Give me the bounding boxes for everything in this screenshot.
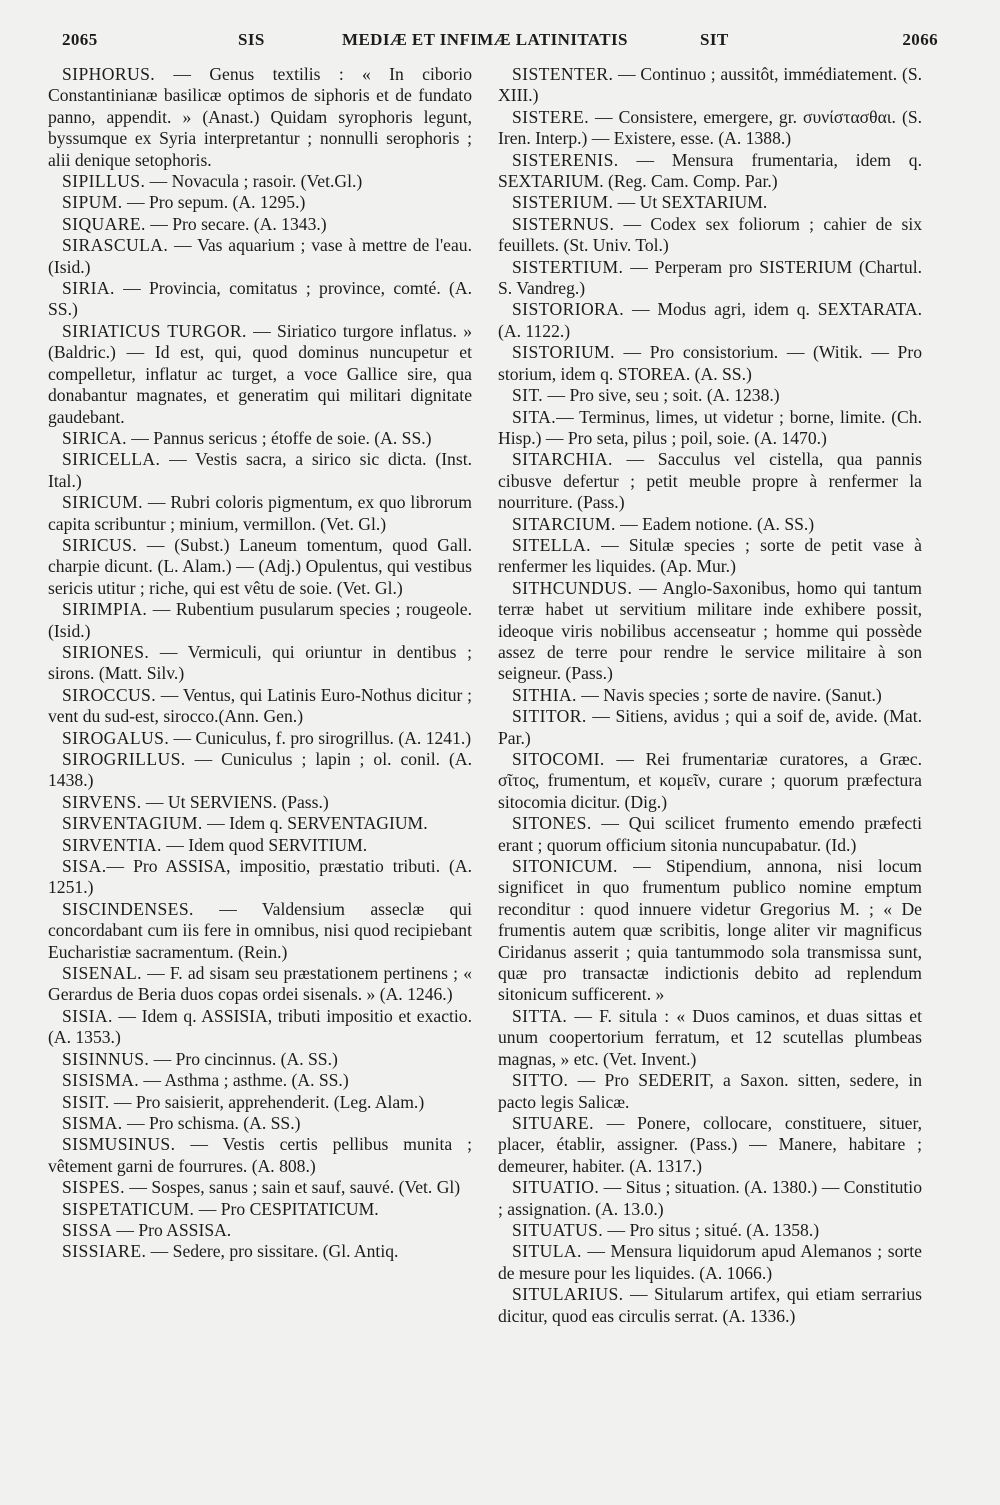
entry-headword: SIRICELLA. (62, 449, 161, 470)
entry-definition: — Modus agri, idem q. SEXTARATA. (A. 1122.) (498, 299, 922, 341)
dictionary-entry (498, 257, 922, 300)
dictionary-entry (498, 449, 922, 513)
dictionary-entry (498, 1006, 922, 1070)
entry-headword: SISISMA. (62, 1070, 140, 1091)
dictionary-entry (48, 749, 472, 792)
entry-headword: SISIA. (62, 1005, 113, 1026)
dictionary-entry (48, 321, 472, 428)
dictionary-entry (48, 214, 472, 235)
entry-definition: — Novacula ; rasoir. (Vet.Gl.) (145, 171, 363, 192)
entry-definition: — Provincia, comitatus ; province, comté. (A. SS.) (48, 278, 472, 320)
entry-headword: SITUATUS. (512, 1219, 604, 1240)
entry-definition: — Vestis sacra, a sirico sic dicta. (Inst. Ital.) (48, 449, 472, 491)
entry-headword: SITOCOMI. (512, 749, 605, 769)
entry-headword: SITONES. (512, 813, 592, 834)
entry-headword: SIRIATICUS TURGOR. (62, 320, 247, 341)
entry-definition: — Idem q. SERVENTAGIUM. (202, 813, 428, 834)
dictionary-entry (48, 449, 472, 492)
entry-headword: SISINNUS. (62, 1048, 150, 1069)
entry-definition: — Sitiens, avidus ; qui a soif de, avide. (Mat. Par.) (498, 706, 922, 748)
entry-headword: SISTORIORA. (512, 299, 625, 320)
dictionary-entry (498, 535, 922, 578)
entry-headword: SISPES. (62, 1177, 125, 1198)
dictionary-entry (48, 813, 472, 834)
dictionary-entry (498, 342, 922, 385)
dictionary-entry (498, 1113, 922, 1177)
entry-headword: SITUARE. (512, 1112, 594, 1133)
entry-definition: — Siriatico turgore inflatus. » (Baldric.) — Id est, qui, quod dominus nuncupetur et compelletur, inflatur ac turget, a voce Gallice sire, qua donabantur magnates, et generatim qui militari dignitate gaudebant. (48, 320, 473, 427)
entry-definition: — Perperam pro SISTERIUM (Chartul. S. Vandreg.) (498, 256, 922, 299)
dictionary-entry (48, 1070, 472, 1091)
entry-definition: — Anglo-Saxonibus, homo qui tantum terræ habet ut servitium militare inde exhibere possit, ideoque viris nobilibus accenseatur ; homme qui possède assez de terre pour rendre le service militaire à son seigneur. (Pass.) (498, 577, 922, 684)
dictionary-entry (498, 299, 922, 342)
entry-definition: — Pro saisierit, apprehenderit. (Leg. Alam.) (109, 1091, 425, 1112)
dictionary-entry (48, 963, 472, 1006)
entry-headword: SITULARIUS. (512, 1284, 624, 1305)
entry-definition: — Sitularum artifex, qui etiam serrarius dicitur, quod eas circulis serrat. (A. 1336.) (498, 1284, 922, 1326)
dictionary-entry (48, 1134, 472, 1177)
entry-headword: SITONICUM. (512, 856, 618, 877)
dictionary-entry (48, 192, 472, 213)
dictionary-entry (48, 1049, 472, 1070)
entry-headword: SIRICUM. (62, 492, 143, 513)
entry-headword: SITITOR. (512, 706, 587, 727)
entry-definition: — Rubri coloris pigmentum, ex quo librorum capita scribuntur ; minium, vermillon. (Vet. Gl.) (48, 492, 472, 534)
entry-definition: — Ventus, qui Latinis Euro-Nothus dicitur ; vent du sud-est, sirocco.(Ann. Gen.) (48, 684, 472, 727)
entry-definition: — Pro situs ; situé. (A. 1358.) (603, 1219, 820, 1240)
entry-headword: SIROCCUS. (62, 684, 157, 705)
dictionary-entry (48, 428, 472, 449)
dictionary-entry (498, 706, 922, 749)
running-head-left: SIS (238, 30, 265, 49)
entry-headword: SITARCHIA. (512, 449, 613, 470)
entry-definition: — Pro ASSISA, impositio, præstatio tributi. (A. 1251.) (48, 856, 472, 898)
page-number-right: 2066 (902, 30, 938, 49)
dictionary-entry (48, 278, 472, 321)
entry-definition: — Pro sepum. (A. 1295.) (122, 192, 306, 213)
entry-definition: — Pro schisma. (A. SS.) (122, 1112, 301, 1133)
dictionary-entry (48, 642, 472, 685)
entry-headword: SIPHORUS. (62, 64, 156, 84)
entry-headword: SISIT. (62, 1091, 110, 1112)
entry-headword: SIRVENS. (62, 791, 142, 812)
entry-definition: — Pro consistorium. — (Witik. — Pro storium, idem q. STOREA. (A. SS.) (498, 342, 922, 384)
entry-definition: — Navis species ; sorte de navire. (Sanut.) (576, 684, 882, 705)
entry-headword: SITULA. (512, 1241, 582, 1262)
entry-definition: — F. situla : « Duos caminos, et duas sittas et unum coopertorium ferratum, et 12 scutellas plumbeas magnas, » etc. (Vet. Invent.) (498, 1005, 922, 1069)
entry-headword: SIRIONES. (62, 641, 150, 662)
dictionary-entry (48, 899, 472, 963)
dictionary-entry (498, 385, 922, 406)
dictionary-entry (498, 407, 922, 450)
entry-definition: — Mensura frumentaria, idem q. SEXTARIUM. (Reg. Cam. Comp. Par.) (498, 149, 922, 192)
entry-definition: — Genus textilis : « In ciborio Constantinianæ basilicæ optimos de siphoris et de fundato panno, appendit. » (Anast.) Quidam syrophoris legunt, byssumque ex Syria interpretantur ; nonnulli serophoris ; alii denique setophoris. (48, 64, 472, 170)
entry-definition: — Cuniculus, f. pro sirogrillus. (A. 1241.) (169, 727, 472, 748)
entry-definition: — Vas aquarium ; vase à mettre de l'eau. (Isid.) (48, 235, 472, 277)
entry-headword: SISTERENIS. (512, 149, 619, 170)
entry-definition: — Pro secare. (A. 1343.) (145, 213, 327, 234)
entry-headword: SIRICUS. (62, 534, 138, 555)
entry-headword: SITHCUNDUS. (512, 577, 633, 598)
dictionary-entry (498, 1284, 922, 1327)
dictionary-entry (48, 792, 472, 813)
entry-definition: — Cuniculus ; lapin ; ol. conil. (A. 1438.) (48, 749, 472, 791)
entry-definition: — Vestis certis pellibus munita ; vêtement garni de fourrures. (A. 808.) (48, 1134, 472, 1176)
dictionary-entry (498, 856, 922, 1006)
entry-headword: SIRIA. (62, 278, 115, 299)
entry-headword: SITARCIUM. (512, 513, 616, 534)
entry-headword: SISSIARE. (62, 1241, 147, 1262)
entry-definition: — Pannus sericus ; étoffe de soie. (A. SS.) (126, 427, 432, 448)
dictionary-entry (498, 192, 922, 213)
entry-definition: — Mensura liquidorum apud Alemanos ; sorte de mesure pour les liquides. (A. 1066.) (498, 1241, 922, 1283)
entry-definition: — Sospes, sanus ; sain et sauf, sauvé. (Vet. Gl) (124, 1177, 461, 1198)
dictionary-entry (498, 578, 922, 685)
entry-definition: — Pro SEDERIT, a Saxon. sitten, sedere, in pacto legis Salicæ. (498, 1070, 922, 1112)
entry-definition: — Ponere, collocare, constituere, situer, placer, établir, assigner. (Pass.) — Manere, habitare ; demeurer, habiter. (A. 1317.) (498, 1112, 922, 1176)
dictionary-entry (48, 171, 472, 192)
entry-headword: SITELLA. (512, 534, 591, 555)
dictionary-entry (48, 235, 472, 278)
entry-definition: — F. ad sisam seu præstationem pertinens ; « Gerardus de Beria duos copas ordei sisenals. » (A. 1246.) (48, 963, 472, 1005)
entry-headword: SIT. (512, 385, 544, 406)
dictionary-entry (48, 64, 472, 171)
entry-definition: — Situs ; situation. (A. 1380.) — Constitutio ; assignation. (A. 13.0.) (498, 1177, 922, 1219)
entry-headword: SIRICA. (62, 427, 127, 448)
dictionary-entry (48, 728, 472, 749)
dictionary-entry (48, 1177, 472, 1198)
entry-definition: — Qui scilicet frumento emendo præfecti erant ; quorum officium sitonia nuncupabatur. (Id.) (498, 813, 922, 855)
entry-definition: — Sedere, pro sissitare. (Gl. Antiq. (146, 1241, 399, 1262)
dictionary-entry (498, 749, 922, 813)
dictionary-entry (48, 1241, 472, 1262)
dictionary-entry (48, 1006, 472, 1049)
dictionary-entry (498, 1241, 922, 1284)
entry-headword: SITTA. (512, 1005, 568, 1026)
entry-definition: — Stipendium, annona, nisi locum significet in quo frumentum publico nomine emptum reconditur : quod innuere videtur Gregorius M. ; « De frumentis autem quæ scribitis, longe aliter vir magnificus Ciridanus asserit ; quia tantummodo sola transmissa sunt, quæ pro transactæ indictionis debito ad replendum sitonicum sufficerent. » (498, 856, 922, 1005)
dictionary-entry (498, 214, 922, 257)
entry-headword: SIROGALUS. (62, 727, 170, 748)
entry-definition: — Continuo ; aussitôt, immédiatement. (S. XIII.) (498, 64, 922, 106)
entry-definition: — Rubentium pusularum species ; rougeole. (Isid.) (48, 599, 472, 641)
dictionary-entry (498, 1177, 922, 1220)
entry-definition: — Pro cincinnus. (A. SS.) (149, 1048, 338, 1069)
dictionary-entry (48, 1220, 472, 1241)
entry-definition: — Pro CESPITATICUM. (194, 1198, 379, 1219)
entry-headword: SISCINDENSES. (62, 898, 194, 919)
entry-headword: SISMUSINUS. (62, 1134, 176, 1155)
dictionary-entry (48, 1092, 472, 1113)
entry-definition: — Asthma ; asthme. (A. SS.) (139, 1070, 349, 1091)
entry-definition: — Terminus, limes, ut videtur ; borne, limite. (Ch. Hisp.) — Pro seta, pilus ; poil, soie. (A. 1470.) (498, 406, 922, 448)
entry-definition: — Ut SERVIENS. (Pass.) (141, 791, 329, 812)
dictionary-entry (48, 599, 472, 642)
entry-headword: SISTERE. (512, 106, 590, 127)
entry-headword: SITA. (512, 406, 557, 427)
entry-definition: — Idem q. ASSISIA, tributi impositio et exactio. (A. 1353.) (48, 1005, 472, 1048)
entry-definition: — Pro ASSISA. (111, 1219, 232, 1240)
entry-definition: — Valdensium asseclæ qui concordabant cum iis fere in omnibus, nisi quod recipiebant Eucharistiæ sacramentum. (Rein.) (48, 898, 472, 962)
dictionary-entry (48, 1199, 472, 1220)
entry-headword: SIPILLUS. (62, 171, 146, 192)
entry-definition: — Eadem notione. (A. SS.) (615, 513, 815, 534)
page-number-left: 2065 (62, 30, 98, 49)
entry-definition: — Sacculus vel cistella, qua pannis cibusve defertur ; petit meuble propre à renfermer la nourriture. (Pass.) (498, 449, 922, 513)
dictionary-entry (48, 492, 472, 535)
dictionary-entry (498, 107, 922, 150)
running-head-right: SIT (700, 30, 729, 49)
dictionary-entry (48, 685, 472, 728)
dictionary-entry (48, 535, 472, 599)
entry-headword: SISENAL. (62, 963, 142, 984)
entry-definition: — Rei frumentariæ curatores, a Græc. σῖτος, frumentum, et κομεῖν, curare ; quorum præfectura sitocomia dicitur. (Dig.) (498, 749, 922, 812)
page-header (62, 30, 938, 56)
left-column (48, 64, 472, 1263)
entry-headword: SISTENTER. (512, 64, 614, 84)
right-column (498, 64, 922, 1327)
dictionary-entry (498, 1220, 922, 1241)
dictionary-entry (498, 150, 922, 193)
entry-headword: SISA. (62, 856, 107, 877)
entry-definition: — Vermiculi, qui oriuntur in dentibus ; sirons. (Matt. Silv.) (48, 641, 472, 684)
entry-headword: SISTORIUM. (512, 342, 615, 363)
entry-definition: — Situlæ species ; sorte de petit vase à renfermer les liquides. (Ap. Mur.) (498, 534, 922, 577)
entry-headword: SIRVENTIA. (62, 834, 162, 855)
entry-headword: SIPUM. (62, 192, 123, 213)
entry-headword: SIQUARE. (62, 213, 146, 234)
entry-definition: — Idem quod SERVITIUM. (161, 834, 368, 855)
entry-headword: SIRIMPIA. (62, 599, 148, 620)
entry-headword: SITHIA. (512, 684, 577, 705)
dictionary-entry (498, 813, 922, 856)
dictionary-entry (498, 64, 922, 107)
page-title: MEDIÆ ET INFIMÆ LATINITATIS (342, 30, 628, 49)
entry-headword: SISMA. (62, 1112, 123, 1133)
entry-headword: SIRVENTAGIUM. (62, 813, 203, 834)
entry-definition: — (Subst.) Laneum tomentum, quod Gall. charpie dicunt. (L. Alam.) — (Adj.) Opulentus, qui vestibus sericis utitur ; riche, qui est vêtu de soie. (Vet. Gl.) (48, 534, 472, 598)
dictionary-entry (498, 1070, 922, 1113)
entry-definition: — Ut SEXTARIUM. (613, 192, 768, 213)
entry-definition: — Codex sex foliorum ; cahier de six feuillets. (St. Univ. Tol.) (498, 213, 922, 256)
dictionary-entry (48, 1113, 472, 1134)
entry-headword: SISSA (62, 1219, 112, 1240)
entry-headword: SISTERTIUM. (512, 256, 624, 277)
entry-headword: SIROGRILLUS. (62, 749, 186, 769)
dictionary-entry (498, 685, 922, 706)
dictionary-entry (498, 514, 922, 535)
entry-headword: SISTERNUS. (512, 213, 615, 234)
entry-headword: SISTERIUM. (512, 192, 614, 213)
dictionary-entry (48, 856, 472, 899)
entry-headword: SITTO. (512, 1070, 569, 1091)
entry-headword: SIRASCULA. (62, 235, 169, 256)
entry-definition: — Consistere, emergere, gr. συνίστασθαι. (S. Iren. Interp.) — Existere, esse. (A. 1388.) (498, 106, 922, 149)
dictionary-entry (48, 835, 472, 856)
entry-headword: SITUATIO. (512, 1177, 600, 1198)
entry-definition: — Pro sive, seu ; soit. (A. 1238.) (543, 385, 780, 406)
entry-headword: SISPETATICUM. (62, 1198, 195, 1219)
